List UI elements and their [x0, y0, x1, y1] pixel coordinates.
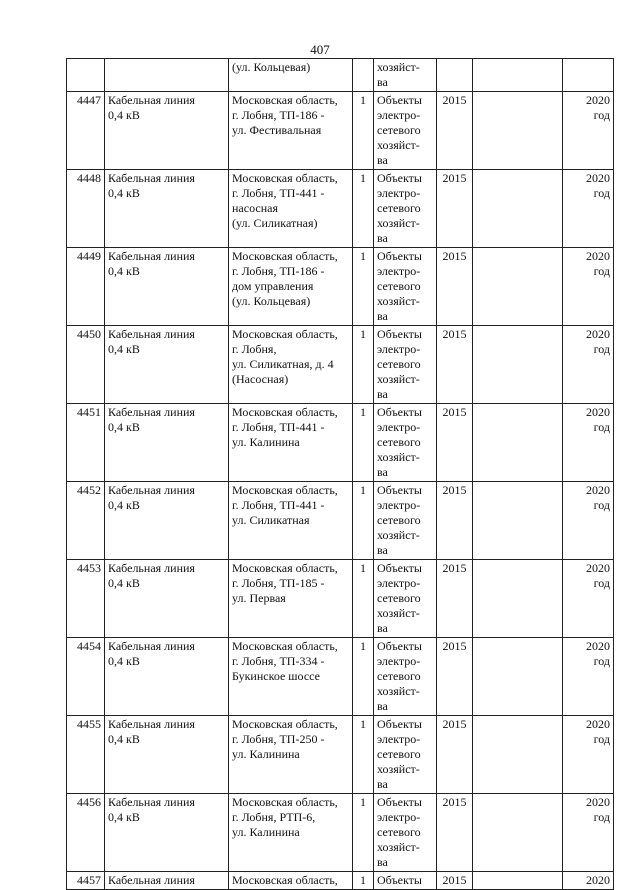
cell-blank	[473, 92, 563, 170]
cell-num: 4450	[67, 326, 105, 404]
cell-category	[374, 248, 437, 326]
page-number: 407	[310, 42, 330, 57]
cell-year: 2015	[437, 248, 473, 326]
category-line: хозяйст-	[377, 450, 420, 464]
address-line: г. Лобня, ТП-185 -	[232, 576, 325, 590]
cell-blank	[473, 638, 563, 716]
cell-qty: 1	[353, 638, 374, 716]
cell-blank	[473, 560, 563, 638]
cell-year: 2015	[437, 716, 473, 794]
name-line: Кабельная линия	[108, 93, 195, 107]
name-line: 0,4 кВ	[108, 810, 140, 824]
cell-period	[563, 59, 614, 92]
category-line: ва	[377, 699, 388, 713]
cell-qty: 1	[353, 794, 374, 872]
cell-name	[105, 248, 229, 326]
address-line: ул. Калинина	[232, 747, 300, 761]
table-row	[67, 170, 614, 248]
category-line: электро-	[377, 498, 421, 512]
address-line: ул. Силикатная	[232, 513, 310, 527]
cell-address	[229, 248, 353, 326]
cell-period	[563, 482, 614, 560]
name-line: 0,4 кВ	[108, 264, 140, 278]
cell-name	[105, 59, 229, 92]
category-line: ва	[377, 75, 388, 89]
cell-category	[374, 716, 437, 794]
cell-period	[563, 248, 614, 326]
cell-address	[229, 638, 353, 716]
name-line: Кабельная линия	[108, 405, 195, 419]
continuation-row	[67, 59, 614, 92]
period-line: год	[593, 810, 610, 824]
cell-address: (ул. Кольцевая)	[229, 59, 353, 92]
period-line: год	[593, 654, 610, 668]
name-line: Кабельная линия	[108, 483, 195, 497]
cell-period	[563, 326, 614, 404]
category-line: хозяйст-	[377, 138, 420, 152]
category-line: Объекты	[377, 717, 422, 731]
category-line: электро-	[377, 732, 421, 746]
period-line: год	[593, 342, 610, 356]
address-line: г. Лобня, ТП-334 -	[232, 654, 325, 668]
address-line: Московская область,	[232, 483, 338, 497]
cell-period	[563, 170, 614, 248]
registry-body	[67, 59, 614, 890]
cell-name	[105, 638, 229, 716]
cell-num: 4447	[67, 92, 105, 170]
address-line: Московская область,	[232, 717, 338, 731]
name-line: 0,4 кВ	[108, 108, 140, 122]
cell-qty	[353, 59, 374, 92]
address-line: ул. Калинина	[232, 435, 300, 449]
cell-year: 2015	[437, 560, 473, 638]
category-line: ва	[377, 465, 388, 479]
cell-qty: 1	[353, 326, 374, 404]
category-line: хозяйст-	[377, 60, 420, 74]
address-line: Букинское шоссе	[232, 669, 320, 683]
cell-period	[563, 716, 614, 794]
category-line: Объекты	[377, 561, 422, 575]
cell-num: 4451	[67, 404, 105, 482]
table-row	[67, 560, 614, 638]
address-line: Московская область,	[232, 93, 338, 107]
category-line: ва	[377, 153, 388, 167]
cell-category	[374, 92, 437, 170]
cell-period	[563, 92, 614, 170]
cell-num: 4457	[67, 872, 105, 890]
category-line: хозяйст-	[377, 684, 420, 698]
registry-table	[66, 58, 614, 890]
cell-qty: 1	[353, 170, 374, 248]
name-line: 0,4 кВ	[108, 186, 140, 200]
cell-blank	[473, 248, 563, 326]
cell-category: Объекты	[374, 872, 437, 890]
name-line: Кабельная линия	[108, 561, 195, 575]
address-line: Московская область,	[232, 171, 338, 185]
cell-qty: 1	[353, 92, 374, 170]
cell-blank	[473, 404, 563, 482]
category-line: Объекты	[377, 327, 422, 341]
cell-address	[229, 326, 353, 404]
category-line: сетевого	[377, 435, 421, 449]
category-line: электро-	[377, 108, 421, 122]
address-line: (Насосная)	[232, 372, 289, 386]
category-line: хозяйст-	[377, 762, 420, 776]
table-row	[67, 716, 614, 794]
address-line: г. Лобня, РТП-6,	[232, 810, 316, 824]
table-row	[67, 638, 614, 716]
name-line: 0,4 кВ	[108, 576, 140, 590]
category-line: сетевого	[377, 747, 421, 761]
address-line: (ул. Силикатная)	[232, 216, 318, 230]
cell-qty: 1	[353, 248, 374, 326]
cell-blank	[473, 482, 563, 560]
cell-address	[229, 560, 353, 638]
cell-period	[563, 560, 614, 638]
cell-year: 2015	[437, 170, 473, 248]
address-line: (ул. Кольцевая)	[232, 294, 311, 308]
address-line: г. Лобня,	[232, 342, 277, 356]
cell-num: 4454	[67, 638, 105, 716]
address-line: Московская область,	[232, 561, 338, 575]
period-line: 2020	[586, 483, 610, 497]
cell-name	[105, 716, 229, 794]
cell-num: 4456	[67, 794, 105, 872]
cell-name	[105, 404, 229, 482]
cell-year: 2015	[437, 404, 473, 482]
cell-qty: 1	[353, 716, 374, 794]
cell-category	[374, 170, 437, 248]
category-line: сетевого	[377, 123, 421, 137]
address-line: Московская область,	[232, 795, 338, 809]
cell-address	[229, 404, 353, 482]
period-line: 2020	[586, 93, 610, 107]
name-line: Кабельная линия	[108, 327, 195, 341]
table-row	[67, 248, 614, 326]
category-line: Объекты	[377, 405, 422, 419]
category-line: Объекты	[377, 483, 422, 497]
name-line: Кабельная линия	[108, 717, 195, 731]
cell-address: Московская область,	[229, 872, 353, 890]
cell-num: 4452	[67, 482, 105, 560]
period-line: 2020	[586, 717, 610, 731]
cell-year: 2015	[437, 794, 473, 872]
category-line: электро-	[377, 576, 421, 590]
cell-num	[67, 59, 105, 92]
category-line: сетевого	[377, 357, 421, 371]
cell-category	[374, 794, 437, 872]
table-row	[67, 92, 614, 170]
cell-num: 4449	[67, 248, 105, 326]
name-line: Кабельная линия	[108, 171, 195, 185]
address-line: г. Лобня, ТП-441 -	[232, 186, 325, 200]
category-line: хозяйст-	[377, 606, 420, 620]
category-line: электро-	[377, 186, 421, 200]
cell-qty: 1	[353, 560, 374, 638]
cell-name	[105, 92, 229, 170]
cell-name	[105, 560, 229, 638]
cell-name	[105, 482, 229, 560]
cell-num: 4455	[67, 716, 105, 794]
category-line: ва	[377, 387, 388, 401]
name-line: Кабельная линия	[108, 639, 195, 653]
cell-blank	[473, 170, 563, 248]
category-line: сетевого	[377, 201, 421, 215]
cell-blank	[473, 326, 563, 404]
category-line: электро-	[377, 264, 421, 278]
cell-period	[563, 638, 614, 716]
period-line: год	[593, 498, 610, 512]
cell-category	[374, 560, 437, 638]
cell-name	[105, 794, 229, 872]
cell-category	[374, 482, 437, 560]
address-line: ул. Первая	[232, 591, 286, 605]
cell-address	[229, 794, 353, 872]
address-line: ул. Силикатная, д. 4	[232, 357, 334, 371]
category-line: Объекты	[377, 93, 422, 107]
category-line: Объекты	[377, 171, 422, 185]
category-line: сетевого	[377, 825, 421, 839]
category-line: электро-	[377, 810, 421, 824]
category-line: ва	[377, 855, 388, 869]
cell-category	[374, 404, 437, 482]
address-line: дом управления	[232, 279, 314, 293]
category-line: хозяйст-	[377, 294, 420, 308]
address-line: г. Лобня, ТП-441 -	[232, 420, 325, 434]
address-line: г. Лобня, ТП-441 -	[232, 498, 325, 512]
category-line: ва	[377, 309, 388, 323]
cell-num: 4448	[67, 170, 105, 248]
cell-year: 2015	[437, 482, 473, 560]
cell-blank	[473, 59, 563, 92]
category-line: сетевого	[377, 279, 421, 293]
period-line: 2020	[586, 327, 610, 341]
cell-year: 2015	[437, 326, 473, 404]
period-line: год	[593, 576, 610, 590]
cell-blank	[473, 716, 563, 794]
address-line: насосная	[232, 201, 278, 215]
cell-period: 2020	[563, 872, 614, 890]
period-line: год	[593, 732, 610, 746]
cell-name: Кабельная линия	[105, 872, 229, 890]
period-line: 2020	[586, 405, 610, 419]
category-line: сетевого	[377, 591, 421, 605]
address-line: г. Лобня, ТП-186 -	[232, 108, 325, 122]
address-line: Московская область,	[232, 639, 338, 653]
category-line: хозяйст-	[377, 840, 420, 854]
name-line: 0,4 кВ	[108, 498, 140, 512]
category-line: ва	[377, 621, 388, 635]
cell-year: 2015	[437, 872, 473, 890]
cell-address	[229, 92, 353, 170]
address-line: Московская область,	[232, 405, 338, 419]
category-line: Объекты	[377, 639, 422, 653]
address-line: ул. Калинина	[232, 825, 300, 839]
cell-qty: 1	[353, 872, 374, 890]
category-line: сетевого	[377, 669, 421, 683]
name-line: Кабельная линия	[108, 795, 195, 809]
cell-name	[105, 326, 229, 404]
cell-year	[437, 59, 473, 92]
category-line: электро-	[377, 342, 421, 356]
cell-address	[229, 482, 353, 560]
cell-name	[105, 170, 229, 248]
cell-blank	[473, 794, 563, 872]
cell-category	[374, 326, 437, 404]
period-line: год	[593, 186, 610, 200]
category-line: хозяйст-	[377, 372, 420, 386]
category-line: ва	[377, 543, 388, 557]
category-line: электро-	[377, 420, 421, 434]
category-line: сетевого	[377, 513, 421, 527]
address-line: г. Лобня, ТП-186 -	[232, 264, 325, 278]
address-line: ул. Фестивальная	[232, 123, 322, 137]
cell-period	[563, 794, 614, 872]
period-line: 2020	[586, 561, 610, 575]
cell-category	[374, 59, 437, 92]
table-row	[67, 482, 614, 560]
period-line: 2020	[586, 249, 610, 263]
cell-year: 2015	[437, 92, 473, 170]
cell-qty: 1	[353, 404, 374, 482]
cell-year: 2015	[437, 638, 473, 716]
name-line: Кабельная линия	[108, 249, 195, 263]
cell-address	[229, 716, 353, 794]
cell-category	[374, 638, 437, 716]
period-line: 2020	[586, 171, 610, 185]
category-line: электро-	[377, 654, 421, 668]
category-line: Объекты	[377, 795, 422, 809]
cell-period	[563, 404, 614, 482]
period-line: 2020	[586, 639, 610, 653]
address-line: г. Лобня, ТП-250 -	[232, 732, 325, 746]
address-line: Московская область,	[232, 327, 338, 341]
period-line: год	[593, 420, 610, 434]
cell-num: 4453	[67, 560, 105, 638]
name-line: 0,4 кВ	[108, 420, 140, 434]
category-line: хозяйст-	[377, 216, 420, 230]
category-line: Объекты	[377, 249, 422, 263]
address-line: Московская область,	[232, 249, 338, 263]
cell-qty: 1	[353, 482, 374, 560]
table-row	[67, 404, 614, 482]
name-line: 0,4 кВ	[108, 732, 140, 746]
category-line: ва	[377, 231, 388, 245]
table-row	[67, 326, 614, 404]
period-line: 2020	[586, 795, 610, 809]
cell-address	[229, 170, 353, 248]
category-line: хозяйст-	[377, 528, 420, 542]
name-line: 0,4 кВ	[108, 654, 140, 668]
category-line: ва	[377, 777, 388, 791]
name-line: 0,4 кВ	[108, 342, 140, 356]
period-line: год	[593, 108, 610, 122]
table-row	[67, 794, 614, 872]
period-line: год	[593, 264, 610, 278]
